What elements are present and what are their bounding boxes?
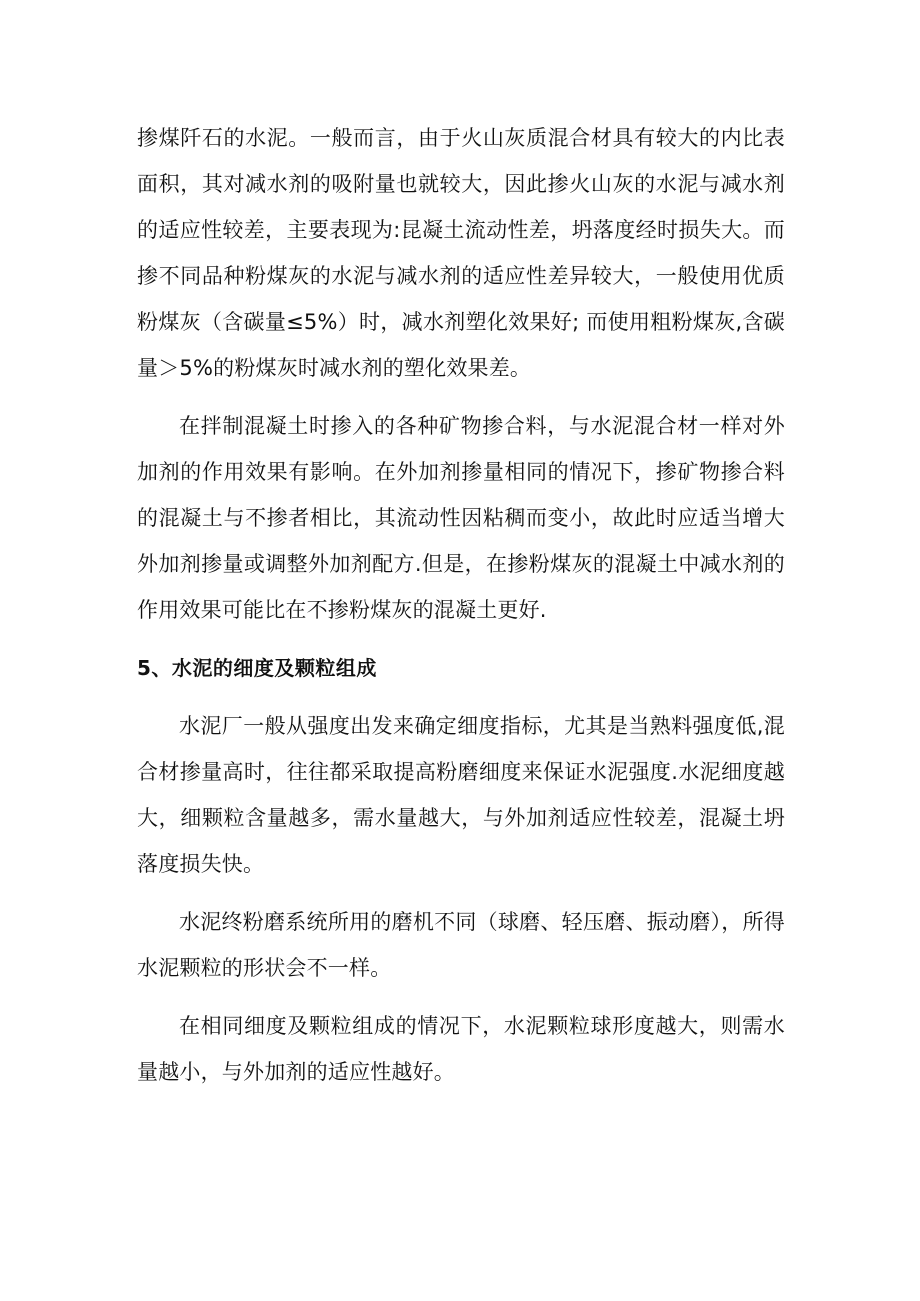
paragraph-grinding-mill: 水泥终粉磨系统所用的磨机不同（球磨、轻压磨、振动磨），所得水泥颗粒的形状会不一样。: [137, 910, 785, 980]
paragraph-fineness-index: 水泥厂一般从强度出发来确定细度指标，尤其是当熟料强度低,混合材掺量高时，往往都采取提高粉磨细度来保证水泥强度.水泥细度越大，细颗粒含量越多，需水量越大，与外加剂适应性较差，混凝土坍落度损失快。: [137, 714, 785, 876]
paragraph-particle-sphericity: 在相同细度及颗粒组成的情况下，水泥颗粒球形度越大，则需水量越小，与外加剂的适应性越好。: [137, 1014, 785, 1084]
document-body: [137, 115, 785, 1107]
paragraph-fly-ash-adaptability: 掺煤阡石的水泥。一般而言，由于火山灰质混合材具有较大的内比表面积，其对减水剂的吸附量也就较大，因此掺火山灰的水泥与减水剂的适应性较差，主要表现为:昆凝土流动性差，坍落度经时损失大。而掺不同品种粉煤灰的水泥与减水剂的适应性差异较大，一般使用优质粉煤灰（含碳量≤5%）时，减水剂塑化效果好; 而使用粗粉煤灰,含碳量＞5%的粉煤灰时减水剂的塑化效果差。: [137, 126, 785, 380]
section-heading-fineness: 5、水泥的细度及颗粒组成: [137, 656, 377, 680]
paragraph-mineral-admixtures: 在拌制混凝土时掺入的各种矿物掺合料，与水泥混合材一样对外加剂的作用效果有影响。在外加剂掺量相同的情况下，掺矿物掺合料的混凝土与不掺者相比，其流动性因粘稠而变小，故此时应适当增大外加剂掺量或调整外加剂配方.但是，在掺粉煤灰的混凝土中减水剂的作用效果可能比在不掺粉煤灰的混凝土更好.: [137, 414, 785, 622]
